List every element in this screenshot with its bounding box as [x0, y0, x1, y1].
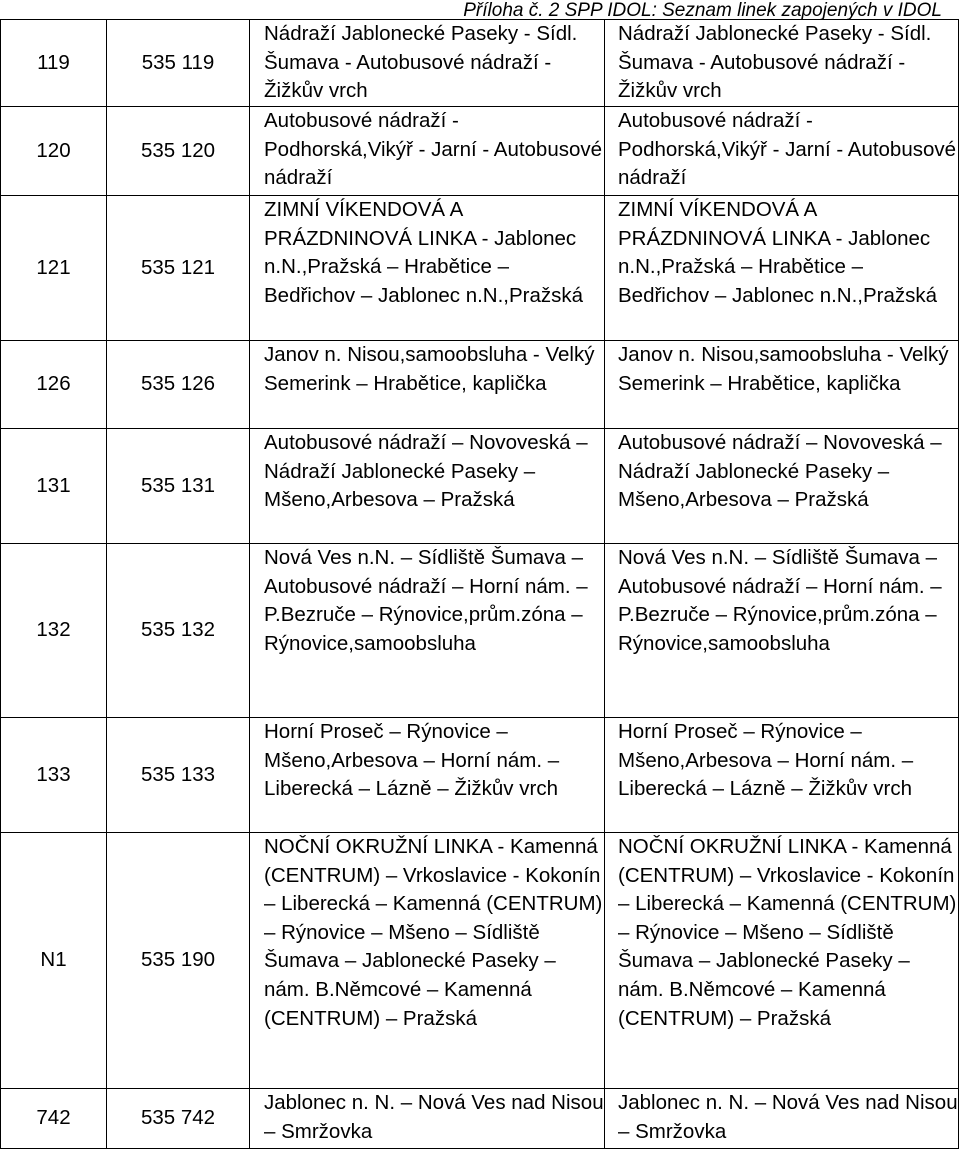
route-description-idol: Janov n. Nisou,samoobsluha - Velký Semerink – Hrabětice, kaplička [605, 341, 959, 428]
route-description-idol: Horní Proseč – Rýnovice – Mšeno,Arbesova – Horní nám. – Liberecká – Lázně – Žižkův vrch [605, 718, 959, 832]
table-row [1, 833, 959, 1089]
line-number: 126 [1, 341, 107, 428]
line-number: 120 [1, 107, 107, 195]
table-row [1, 341, 959, 429]
page-header: Příloha č. 2 SPP IDOL: Seznam linek zapojených v IDOL [463, 0, 942, 21]
route-description: ZIMNÍ VÍKENDOVÁ A PRÁZDNINOVÁ LINKA - Jablonec n.N.,Pražská – Hrabětice – Bedřichov – Jablonec n.N.,Pražská [250, 196, 605, 340]
route-description-idol: Nádraží Jablonecké Paseky - Sídl. Šumava - Autobusové nádraží - Žižkův vrch [605, 20, 959, 106]
route-description: NOČNÍ OKRUŽNÍ LINKA - Kamenná (CENTRUM) – Vrkoslavice - Kokonín – Liberecká – Kamenná (CENTRUM) – Rýnovice – Mšeno – Sídliště Šumava – Jablonecké Paseky – nám. B.Němcové – Kamenná (CENTRUM) – Pražská [250, 833, 605, 1088]
line-code: 535 120 [107, 107, 250, 195]
line-code: 535 742 [107, 1089, 250, 1148]
route-description-idol: Nová Ves n.N. – Sídliště Šumava – Autobusové nádraží – Horní nám. – P.Bezruče – Rýnovice,prům.zóna – Rýnovice,samoobsluha [605, 544, 959, 717]
line-code: 535 132 [107, 544, 250, 717]
route-description: Autobusové nádraží - Podhorská,Vikýř - Jarní - Autobusové nádraží [250, 107, 605, 195]
route-description: Janov n. Nisou,samoobsluha - Velký Semerink – Hrabětice, kaplička [250, 341, 605, 428]
line-number: N1 [1, 833, 107, 1088]
route-description-idol: ZIMNÍ VÍKENDOVÁ A PRÁZDNINOVÁ LINKA - Jablonec n.N.,Pražská – Hrabětice – Bedřichov – Jablonec n.N.,Pražská [605, 196, 959, 340]
route-description: Jablonec n. N. – Nová Ves nad Nisou – Smržovka [250, 1089, 605, 1148]
table-row [1, 20, 959, 107]
line-code: 535 131 [107, 429, 250, 543]
route-description: Horní Proseč – Rýnovice – Mšeno,Arbesova – Horní nám. – Liberecká – Lázně – Žižkův vrch [250, 718, 605, 832]
line-number: 121 [1, 196, 107, 340]
table-row [1, 718, 959, 833]
route-description-idol: Autobusové nádraží - Podhorská,Vikýř - Jarní - Autobusové nádraží [605, 107, 959, 195]
lines-table [0, 19, 959, 1149]
route-description-idol: Jablonec n. N. – Nová Ves nad Nisou – Smržovka [605, 1089, 959, 1148]
line-number: 131 [1, 429, 107, 543]
line-number: 119 [1, 20, 107, 106]
table-row [1, 429, 959, 544]
line-number: 742 [1, 1089, 107, 1148]
line-number: 133 [1, 718, 107, 832]
table-row [1, 544, 959, 718]
route-description: Nádraží Jablonecké Paseky - Sídl. Šumava - Autobusové nádraží - Žižkův vrch [250, 20, 605, 106]
route-description-idol: NOČNÍ OKRUŽNÍ LINKA - Kamenná (CENTRUM) – Vrkoslavice - Kokonín – Liberecká – Kamenná (CENTRUM) – Rýnovice – Mšeno – Sídliště Šumava – Jablonecké Paseky – nám. B.Němcové – Kamenná (CENTRUM) – Pražská [605, 833, 959, 1088]
line-code: 535 133 [107, 718, 250, 832]
line-number: 132 [1, 544, 107, 717]
line-code: 535 119 [107, 20, 250, 106]
table-row [1, 1089, 959, 1149]
route-description: Autobusové nádraží – Novoveská – Nádraží Jablonecké Paseky – Mšeno,Arbesova – Pražská [250, 429, 605, 543]
line-code: 535 126 [107, 341, 250, 428]
line-code: 535 190 [107, 833, 250, 1088]
route-description: Nová Ves n.N. – Sídliště Šumava – Autobusové nádraží – Horní nám. – P.Bezruče – Rýnovice,prům.zóna – Rýnovice,samoobsluha [250, 544, 605, 717]
table-row [1, 196, 959, 341]
line-code: 535 121 [107, 196, 250, 340]
table-row [1, 107, 959, 196]
route-description-idol: Autobusové nádraží – Novoveská – Nádraží Jablonecké Paseky – Mšeno,Arbesova – Pražská [605, 429, 959, 543]
